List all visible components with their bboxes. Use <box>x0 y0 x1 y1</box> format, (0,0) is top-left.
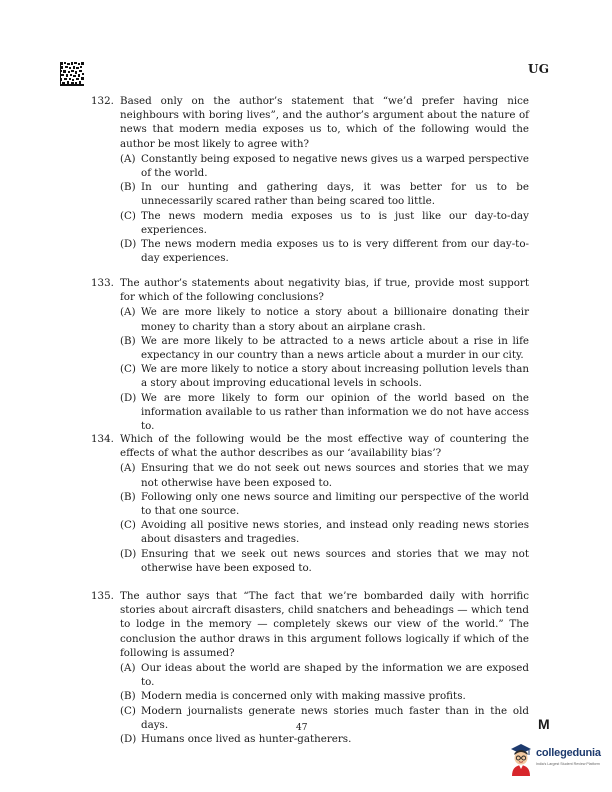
option-d <box>120 391 529 434</box>
question-133 <box>91 276 529 433</box>
option-label: (C) <box>120 519 136 532</box>
brand-tagline: India's Largest Student Review Platform <box>536 762 600 766</box>
question-number: 134. <box>91 433 114 445</box>
option-b <box>120 689 529 703</box>
option-label: (A) <box>120 306 136 319</box>
option-text: Constantly being exposed to negative news gives us a warped perspective of the world. <box>141 152 529 180</box>
question-number: 135. <box>91 590 114 602</box>
option-text: We are more likely to form our opinion of the world based on the information available to us rather than information we do not have access to. <box>141 391 529 433</box>
option-text: The news modern media exposes us to is just like our day-to-day experiences. <box>141 209 529 236</box>
option-text: Avoiding all positive news stories, and instead only reading news stories about disasters and tragedies. <box>141 519 529 546</box>
option-label: (B) <box>120 334 136 347</box>
option-a <box>120 305 529 333</box>
option-text: Ensuring that we do not seek out news sources and stories that we may not otherwise have been exposed to. <box>141 462 529 489</box>
option-b <box>120 180 529 208</box>
option-d <box>120 732 529 746</box>
option-label: (C) <box>120 209 136 222</box>
barcode-icon <box>60 62 84 86</box>
option-a <box>120 461 529 489</box>
option-b <box>120 490 529 518</box>
option-text: We are more likely to notice a story about a billionaire donating their money to charity than a story about an airplane crash. <box>141 306 529 333</box>
option-d <box>120 547 529 575</box>
option-a <box>120 661 529 689</box>
option-b <box>120 334 529 362</box>
option-label: (B) <box>120 490 136 503</box>
page-number: 47 <box>296 723 308 733</box>
question-text: The author says that “The fact that we’re bombarded daily with horrific stories about aircraft disasters, child snatchers and beheadings — which tend to lodge in the memory — completely skews our view of the world.” The conclusion the author draws in this argument follows logically if which of the following is assumed? <box>120 590 529 659</box>
option-label: (A) <box>120 662 136 675</box>
student-mascot-icon <box>508 742 534 776</box>
paper-code: UG <box>528 62 550 76</box>
brand-watermark <box>508 738 608 782</box>
option-label: (B) <box>120 690 136 703</box>
option-text: Ensuring that we seek out news sources and stories that we may not otherwise have been exposed to. <box>141 547 529 574</box>
option-label: (D) <box>120 547 137 560</box>
option-c <box>120 209 529 237</box>
option-text: We are more likely to be attracted to a news article about a rise in life expectancy in our country than a news article about a murder in our city. <box>141 334 529 362</box>
option-text: Following only one news source and limiting our perspective of the world to that one source. <box>141 490 529 518</box>
question-132 <box>91 94 529 265</box>
option-label: (C) <box>120 704 136 717</box>
option-c <box>120 518 529 546</box>
question-number: 133. <box>91 277 114 289</box>
option-label: (B) <box>120 181 136 194</box>
set-code: M <box>538 716 550 732</box>
question-number: 132. <box>91 95 114 107</box>
option-text: Humans once lived as hunter-gatherers. <box>141 733 352 746</box>
question-text: Based only on the author’s statement that “we’d prefer having nice neighbours with boring lives”, and the author’s argument about the nature of news that modern media exposes us to, which of the following would the author be most likely to agree with? <box>120 95 529 150</box>
option-label: (D) <box>120 238 137 251</box>
brand-name: collegedunia <box>536 747 601 759</box>
option-text: Our ideas about the world are shaped by the information we are exposed to. <box>141 662 529 689</box>
option-d <box>120 237 529 265</box>
option-text: In our hunting and gathering days, it was better for us to be unnecessarily scared rather than being scared too little. <box>141 181 529 208</box>
question-134 <box>91 432 529 575</box>
option-label: (D) <box>120 391 137 404</box>
option-text: The news modern media exposes us to is very different from our day-to-day experiences. <box>141 238 529 265</box>
option-c <box>120 362 529 390</box>
option-c <box>120 704 529 732</box>
option-label: (A) <box>120 152 136 165</box>
option-label: (D) <box>120 733 137 746</box>
question-text: The author’s statements about negativity bias, if true, provide most support for which of the following conclusions? <box>120 277 529 304</box>
question-text: Which of the following would be the most effective way of countering the effects of what the author describes as our ‘availability bias’? <box>120 433 529 460</box>
option-a <box>120 152 529 180</box>
option-label: (C) <box>120 363 136 376</box>
option-text: We are more likely to notice a story about increasing pollution levels than a story about improving educational levels in schools. <box>141 363 529 390</box>
option-text: Modern journalists generate news stories much faster than in the old days. <box>141 704 529 731</box>
option-text: Modern media is concerned only with making massive profits. <box>141 690 466 703</box>
option-label: (A) <box>120 462 136 475</box>
question-135 <box>91 589 529 746</box>
